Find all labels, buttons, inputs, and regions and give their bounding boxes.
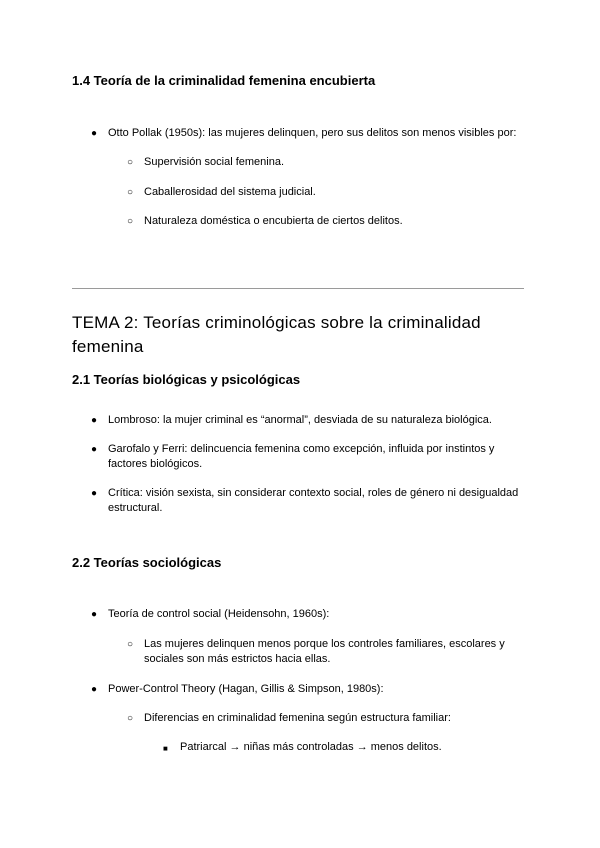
list-item-text: Otto Pollak (1950s): las mujeres delinquen, pero sus delitos son menos visibles por: — [108, 127, 517, 139]
list-item-text: Diferencias en criminalidad femenina según estructura familiar: — [144, 712, 451, 724]
circle-bullet-icon: ○ — [127, 187, 134, 198]
bullet-icon: ● — [91, 415, 98, 426]
section-heading-2-1: 2.1 Teorías biológicas y psicológicas — [72, 372, 301, 387]
list-item-text: Teoría de control social (Heidensohn, 1960s): — [108, 608, 330, 620]
list-item-text: Caballerosidad del sistema judicial. — [144, 186, 316, 198]
list-item — [127, 185, 528, 200]
list-item-text: Las mujeres delinquen menos porque los controles familiares, escolares y sociales son más estrictos hacia ellas. — [144, 638, 505, 665]
bullet-icon: ● — [91, 488, 98, 499]
circle-bullet-icon: ○ — [127, 639, 134, 650]
horizontal-divider — [72, 288, 524, 289]
list-item — [91, 442, 528, 472]
circle-bullet-icon: ○ — [127, 216, 134, 227]
bullet-icon: ● — [91, 128, 98, 139]
section-heading-1-4: 1.4 Teoría de la criminalidad femenina encubierta — [72, 73, 376, 88]
list-item-text: Garofalo y Ferri: delincuencia femenina como excepción, influida por instintos y factores biológicos. — [108, 443, 495, 470]
list-item-text: Naturaleza doméstica o encubierta de ciertos delitos. — [144, 215, 403, 227]
bullet-icon: ● — [91, 684, 98, 695]
list-item-text: Supervisión social femenina. — [144, 156, 285, 168]
list-item-text: Crítica: visión sexista, sin considerar contexto social, roles de género ni desigualdad estructural. — [108, 487, 519, 514]
list-item — [127, 155, 528, 170]
list-item — [91, 126, 528, 141]
list-item — [91, 486, 528, 516]
list-item — [91, 682, 528, 697]
chapter-title-tema-2: TEMA 2: Teorías criminológicas sobre la criminalidad femenina — [72, 313, 481, 356]
list-item — [91, 607, 528, 622]
bullet-icon: ● — [91, 609, 98, 620]
square-bullet-icon: ■ — [163, 744, 168, 753]
list-item — [127, 711, 528, 726]
list-item — [163, 740, 528, 755]
list-item-text: Lombroso: la mujer criminal es “anormal”, desviada de su naturaleza biológica. — [108, 414, 492, 426]
list-item-text: Patriarcal → niñas más controladas → menos delitos. — [180, 741, 442, 753]
list-item — [127, 214, 528, 229]
section-heading-2-2: 2.2 Teorías sociológicas — [72, 555, 222, 570]
list-item — [127, 637, 528, 667]
circle-bullet-icon: ○ — [127, 157, 134, 168]
bullet-icon: ● — [91, 444, 98, 455]
list-item-text: Power-Control Theory (Hagan, Gillis & Simpson, 1980s): — [108, 683, 384, 695]
circle-bullet-icon: ○ — [127, 713, 134, 724]
list-item — [91, 413, 528, 428]
